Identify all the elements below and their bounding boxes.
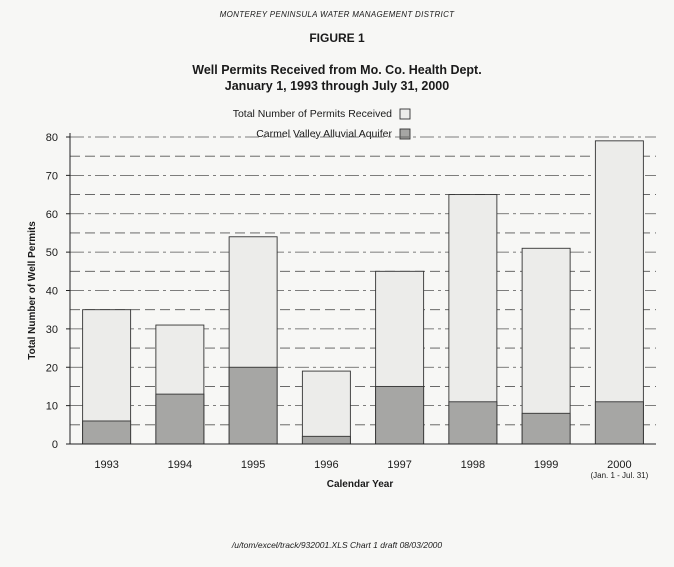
bar-total-2000 [595, 141, 643, 444]
legend-label-aquifer: Carmel Valley Alluvial Aquifer [256, 128, 392, 140]
x-axis-title: Calendar Year [326, 479, 394, 490]
bar-aquifer-2000 [595, 402, 643, 444]
agency-name: MONTEREY PENINSULA WATER MANAGEMENT DISTRICT [219, 10, 455, 19]
bar-aquifer-1996 [302, 436, 350, 444]
chart-title-line2: January 1, 1993 through July 31, 2000 [224, 79, 450, 93]
y-tick-label-20: 20 [45, 362, 58, 375]
legend-label-total: Total Number of Permits Received [232, 108, 392, 120]
x-tick-label-1993: 1993 [94, 459, 119, 471]
y-tick-label-0: 0 [51, 439, 58, 451]
y-tick-label-30: 30 [45, 323, 58, 336]
y-tick-label-70: 70 [45, 170, 58, 183]
y-tick-label-10: 10 [45, 400, 58, 413]
x-tick-note-2000: (Jan. 1 - Jul. 31) [590, 471, 649, 480]
x-tick-label-2000: 2000 [607, 459, 632, 471]
y-tick-label-40: 40 [45, 285, 58, 298]
x-tick-label-1999: 1999 [533, 459, 559, 471]
y-tick-label-60: 60 [45, 208, 58, 221]
bar-aquifer-1993 [83, 421, 131, 444]
file-path-footer: /u/tom/excel/track/932001.XLS Chart 1 draft 08/03/2000 [231, 540, 443, 550]
x-tick-label-1995: 1995 [240, 459, 266, 471]
bar-total-1996 [302, 371, 350, 444]
bar-aquifer-1998 [449, 402, 497, 444]
bars [83, 141, 644, 444]
figure-number: FIGURE 1 [309, 31, 365, 45]
chart-title-line1: Well Permits Received from Mo. Co. Health Dept. [192, 63, 482, 77]
x-tick-label-1996: 1996 [314, 459, 339, 471]
legend [233, 108, 410, 140]
bar-aquifer-1999 [522, 413, 570, 444]
legend-swatch-total [400, 109, 410, 119]
y-axis-title: Total Number of Well Permits [27, 221, 38, 360]
y-tick-label-50: 50 [45, 247, 58, 260]
legend-swatch-aquifer [400, 129, 410, 139]
x-tick-label-1994: 1994 [167, 459, 193, 471]
x-tick-label-1997: 1997 [387, 459, 412, 471]
bar-aquifer-1994 [156, 394, 204, 444]
y-tick-label-80: 80 [45, 132, 58, 144]
x-tick-label-1998: 1998 [460, 459, 486, 471]
bar-aquifer-1995 [229, 367, 277, 444]
bar-aquifer-1997 [376, 386, 424, 444]
